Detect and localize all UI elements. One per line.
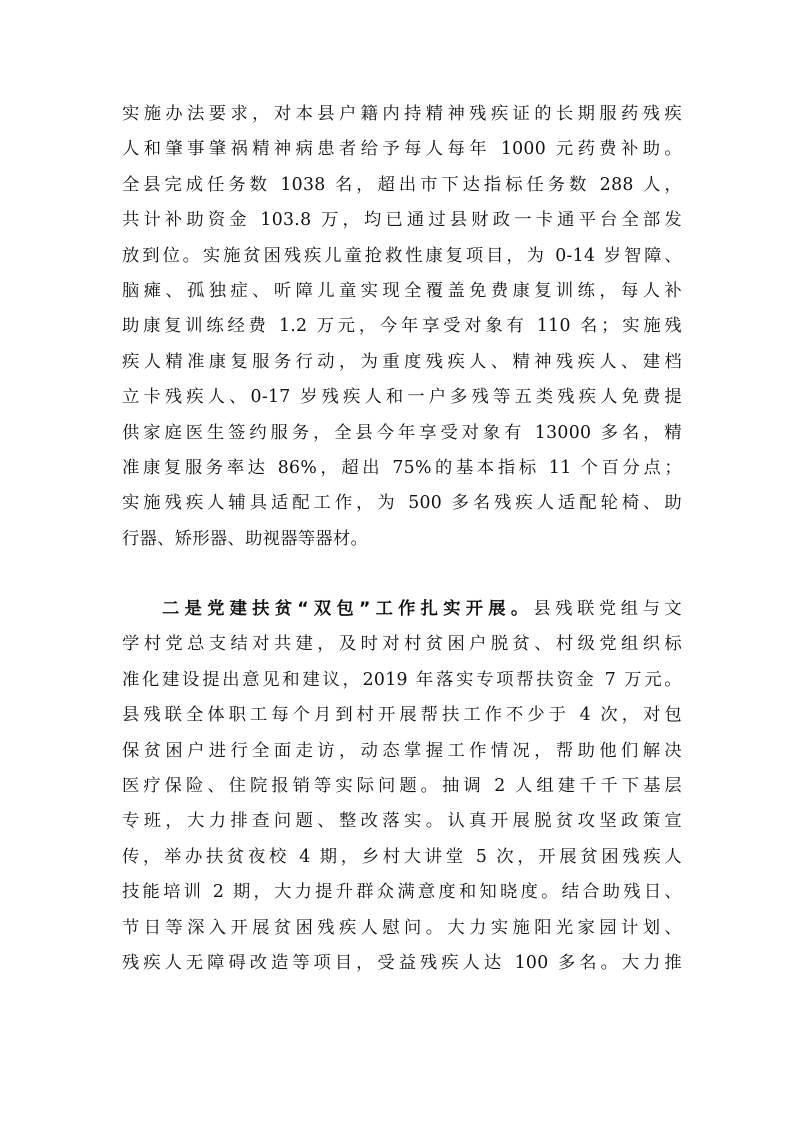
- text-line: 实施办法要求，对本县户籍内持精神残疾证的长期服药残疾: [122, 104, 682, 124]
- text-line: 传，举办扶贫夜校 4 期，乡村大讲堂 5 次，开展贫困残疾人: [122, 846, 682, 867]
- text-line: 共计补助资金 103.8 万，均已通过县财政一卡通平台全部发: [122, 210, 682, 231]
- text-line: 人和肇事肇祸精神病患者给予每人每年 1000 元药费补助。: [122, 139, 682, 160]
- text-line: 供家庭医生签约服务，全县今年享受对象有 13000 多名，精: [122, 422, 682, 443]
- text-line: 技能培训 2 期，大力提升群众满意度和知晓度。结合助残日、: [122, 882, 682, 903]
- text-line: 全县完成任务数 1038 名，超出市下达指标任务数 288 人，: [122, 174, 682, 195]
- text-line: 学村党总支结对共建，及时对村贫困户脱贫、村级党组织标: [122, 634, 682, 655]
- text-line: 县残联全体职工每个月到村开展帮扶工作不少于 4 次，对包: [122, 705, 682, 726]
- paragraph-party-building: [122, 592, 682, 981]
- text-line: 节日等深入开展贫困残疾人慰问。大力实施阳光家园计划、: [122, 917, 682, 938]
- text-line: 行器、矫形器、助视器等器材。: [122, 528, 369, 549]
- text-line: 医疗保险、住院报销等实际问题。抽调 2 人组建千千下基层: [122, 775, 682, 796]
- text-line: 保贫困户进行全面走访，动态掌握工作情况，帮助他们解决: [122, 740, 682, 761]
- section-heading: 二是党建扶贫“双包”工作扎实开展。: [162, 599, 534, 619]
- text-line: 放到位。实施贫困残疾儿童抢救性康复项目，为 0-14 岁智障、: [122, 245, 682, 266]
- paragraph-rehabilitation: [122, 97, 682, 557]
- text-line: 助康复训练经费 1.2 万元，今年享受对象有 110 名；实施残: [122, 316, 682, 337]
- text-line: 疾人精准康复服务行动，为重度残疾人、精神残疾人、建档: [122, 351, 682, 372]
- text-line: 立卡残疾人、0-17 岁残疾人和一户多残等五类残疾人免费提: [122, 387, 682, 408]
- text-line: 准康复服务率达 86%，超出 75%的基本指标 11 个百分点；: [122, 457, 682, 478]
- text-line: 实施残疾人辅具适配工作，为 500 多名残疾人适配轮椅、助: [122, 493, 682, 514]
- text-line-rest: 县残联党组与文: [533, 599, 682, 619]
- text-line: 残疾人无障碍改造等项目，受益残疾人达 100 多名。大力推: [122, 952, 682, 973]
- text-line: 脑瘫、孤独症、听障儿童实现全覆盖免费康复训练，每人补: [122, 280, 682, 301]
- text-line: 专班，大力排查问题、整改落实。认真开展脱贫攻坚政策宣: [122, 811, 682, 832]
- text-line: 准化建设提出意见和建议，2019 年落实专项帮扶资金 7 万元。: [122, 669, 682, 690]
- text-line-first: [122, 592, 682, 627]
